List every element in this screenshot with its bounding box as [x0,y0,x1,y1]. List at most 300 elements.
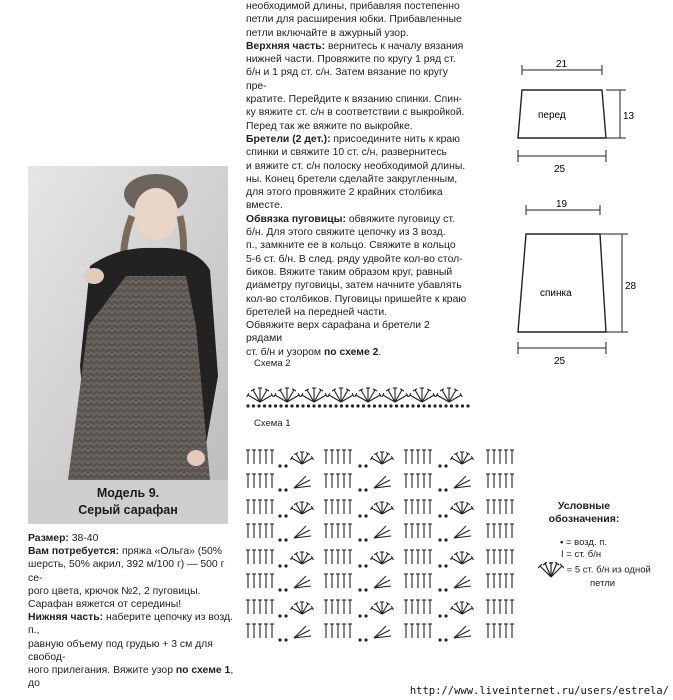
stitch-symbol [246,524,250,538]
stitch-symbol [510,500,514,514]
stitch-symbol [492,600,496,614]
instruction-text: кратите. Перейдите к вязанию спинки. Спин- [246,94,463,106]
chain-dot [252,404,255,407]
instruction-line [246,160,468,173]
need-label: Вам потребуется: [28,546,120,558]
instruction-line [246,266,468,279]
stitch-symbol [324,450,328,464]
chain-dot [444,588,447,591]
stitch-symbol [416,624,420,638]
stitch-symbol [246,500,250,514]
stitch-symbol [510,524,514,538]
chain-dot [284,638,287,641]
front-label: перед [538,110,566,121]
stitch-symbol [416,574,420,588]
legend-item-stitch [561,549,601,560]
instruction-text: 5-6 ст. б/н. В след. ряду удвойте кол-во стол- [246,253,463,265]
instruction-text: бретелей на передней части. [246,306,388,318]
instructions-column [246,0,468,359]
shell-symbol [328,388,354,402]
chain-dot [329,404,332,407]
instruction-line [246,53,468,66]
legend-item-shell [538,562,651,578]
shell-symbol [291,602,314,614]
stitch-symbol [342,524,346,538]
stitch-symbol [342,450,346,464]
stitch-symbol [410,450,414,464]
legend [530,500,670,589]
chain-dot [378,404,381,407]
shell-symbol [355,388,381,402]
instruction-text: ку вяжите ст. с/н в соответствии с выкройкой. [246,107,465,119]
instruction-line [246,213,468,226]
stitch-symbol [330,474,334,488]
chain-dot [364,538,367,541]
instruction-line [246,133,468,146]
shell-symbol [371,452,394,464]
chain-dot [268,404,271,407]
stitch-symbol [258,624,262,638]
stitch-symbol [330,624,334,638]
stitch-symbol [336,524,340,538]
back-bottom-dim: 25 [554,356,566,366]
stitch-symbol [504,574,508,588]
stitch-symbol [492,450,496,464]
chain-dot [438,564,441,567]
chain-dot [395,404,398,407]
shell-symbol-small [294,526,311,538]
stitch-symbol [342,550,346,564]
stitch-symbol [422,600,426,614]
footer-url: http://www.liveinternet.ru/users/estrela/ [409,685,669,697]
legend-shell-text-2: петли [590,578,616,589]
stitch-symbol [510,474,514,488]
chain-dot [428,404,431,407]
stitch-symbol [416,550,420,564]
stitch-symbol [330,550,334,564]
shell-symbol-small [374,476,391,488]
chain-dot [466,404,469,407]
stitch-symbol [404,624,408,638]
schema2-label: Схема 2 [254,358,291,369]
shell-symbol [451,552,474,564]
stitch-symbol [404,524,408,538]
chain-dot [334,404,337,407]
instruction-line [246,319,468,346]
shell-symbol [371,552,394,564]
chain-dot [411,404,414,407]
stitch-symbol [422,524,426,538]
chain-dot [358,514,361,517]
chain-dot [389,404,392,407]
shell-symbol-small [454,476,471,488]
instruction-line [246,279,468,292]
stitch-symbol [422,500,426,514]
shell-symbol [382,388,408,402]
stitch-symbol [324,624,328,638]
instruction-line [246,306,468,319]
stitch-symbol [498,550,502,564]
stitch-symbol [404,550,408,564]
chain-dot [364,464,367,467]
caption-model-title: Серый сарафан [78,503,178,517]
stitch-symbol [404,574,408,588]
chain-dot [406,404,409,407]
shell-symbol [451,452,474,464]
stitch-symbol [324,600,328,614]
stitch-symbol [342,574,346,588]
shell-symbol-small [454,576,471,588]
stitch-symbol [486,550,490,564]
chain-dot [444,488,447,491]
stitch-symbol [510,574,514,588]
instruction-text: для этого провяжите 2 крайних столбика [246,187,443,199]
chain-dot [384,404,387,407]
instruction-line [246,293,468,306]
stitch-symbol [498,624,502,638]
instruction-text: кол-во столбиков. Пуговицы пришейте к краю [246,293,467,305]
chain-dot [444,464,447,467]
legend-stitch-text: = ст. б/н [566,549,602,560]
stitch-symbol [324,524,328,538]
instruction-text: биков. Вяжите таким образом круг, равный [246,266,453,278]
chain-dot [257,404,260,407]
shell-symbol-small [294,576,311,588]
instruction-line [246,173,468,186]
shell-symbol [451,502,474,514]
model-photo [28,166,228,480]
bottom-line-1: равную объему под грудью + 3 см для свобод- [28,638,213,663]
stitch-symbol [410,500,414,514]
photo-caption [28,480,228,524]
stitch-symbol [504,600,508,614]
chain-dot [284,488,287,491]
shell-symbol-small [374,576,391,588]
instruction-text: петли включайте в ажурный узор. [246,27,409,39]
stitch-symbol [504,450,508,464]
stitch-symbol [428,524,432,538]
stitch-symbol [348,500,352,514]
stitch-symbol [342,500,346,514]
instruction-text: спинки и свяжите 10 ст. с/н, развернитесь [246,147,447,159]
stitch-symbol [348,450,352,464]
chain-dot [461,404,464,407]
stitch-symbol [504,624,508,638]
chain-dot [284,564,287,567]
chain-dot [284,464,287,467]
instruction-text: п., замкните ее в кольцо. Свяжите в кольцо [246,240,456,252]
legend-title-line2: обозначения: [548,513,620,525]
instruction-line [246,27,468,40]
instruction-line [246,239,468,252]
stitch-symbol [428,550,432,564]
schema1-label: Схема 1 [254,418,291,429]
instruction-text: нижней части. Провяжите по кругу 1 ряд ст. [246,54,456,66]
chain-dot [318,404,321,407]
stitch-symbol [252,450,256,464]
need-value: пряжа «Ольга» (50% [119,546,223,558]
instruction-line [246,106,468,119]
shell-symbol [301,388,327,402]
shell-symbol [371,602,394,614]
stitch-symbol [492,624,496,638]
need-line-1: шерсть, 50% акрил, 392 м/100 г) — 500 г се- [28,559,225,584]
schema1-diagram [240,438,532,646]
shell-symbol-small [374,626,391,638]
stitch-symbol [324,550,328,564]
stitch-symbol [510,450,514,464]
chain-dot [263,404,266,407]
stitch-symbol [258,600,262,614]
legend-chain-text: = возд. п. [565,537,608,548]
chain-dot [358,564,361,567]
stitch-symbol [492,574,496,588]
chain-dot [278,464,281,467]
stitch-symbol [410,474,414,488]
stitch-symbol [270,524,274,538]
chain-dot [400,404,403,407]
instruction-text: обвяжите пуговицу ст. [345,213,455,225]
legend-item-shell-cont [590,578,615,589]
stitch-symbol [264,550,268,564]
chain-dot [362,404,365,407]
chain-dot [278,638,281,641]
instruction-line [246,186,468,199]
stitch-symbol [410,600,414,614]
stitch-symbol [486,574,490,588]
chain-dot [364,514,367,517]
stitch-symbol [510,600,514,614]
stitch-symbol [252,524,256,538]
stitch-symbol [324,574,328,588]
stitch-symbol [348,550,352,564]
stitch-symbol [324,500,328,514]
chain-dot [358,464,361,467]
stitch-symbol [410,524,414,538]
instruction-heading: Бретели (2 дет.): [246,133,331,145]
chain-dot [278,488,281,491]
chain-dot [351,404,354,407]
stitch-symbol [252,550,256,564]
stitch-symbol [264,600,268,614]
chain-dot [444,514,447,517]
stitch-symbol [336,574,340,588]
stitch-symbol [258,550,262,564]
stitch-symbol [416,600,420,614]
instruction-text: Перед так же вяжите по выкройке. [246,120,413,132]
chain-dot [438,638,441,641]
shell-symbol [291,552,314,564]
schema2-diagram [244,378,474,410]
stitch-symbol [498,574,502,588]
chain-dot [438,514,441,517]
front-top-dim: 21 [556,59,568,70]
instruction-text: присоедините нить к краю [330,133,460,145]
chain-dot [301,404,304,407]
instruction-schema-ref: по схеме 2 [323,346,379,358]
stitch-symbol [264,500,268,514]
chain-dot [422,404,425,407]
shell-symbol [274,388,300,402]
stitch-symbol [404,450,408,464]
shell-symbol [247,388,273,402]
instruction-line [246,120,468,133]
stitch-symbol [428,500,432,514]
back-pattern [518,199,637,366]
stitch-symbol [428,574,432,588]
front-bottom-dim: 25 [554,164,566,175]
stitch-symbol [258,500,262,514]
stitch-symbol [258,574,262,588]
chain-dot [278,614,281,617]
knit-note: Сарафан вяжется от середины! [28,599,182,611]
stitch-symbol [498,500,502,514]
chain-dot [358,538,361,541]
chain-dot [444,638,447,641]
chain-dot [417,404,420,407]
need-line-2: рого цвета, крючок №2, 2 пуговицы. [28,585,201,597]
chain-dot [438,488,441,491]
stitch-symbol [246,574,250,588]
chain-dot [284,514,287,517]
chain-dot [438,614,441,617]
stitch-symbol [510,550,514,564]
bottom-schema-ref: по схеме 1 [175,665,231,677]
stitch-symbol [428,624,432,638]
stitch-symbol [486,524,490,538]
chain-dot [285,404,288,407]
legend-shell-text: = 5 ст. б/н из одной [566,564,651,576]
stitch-symbol [498,450,502,464]
stitch-symbol [486,624,490,638]
shell-symbol-small [374,526,391,538]
instruction-text: вместе. [246,200,283,212]
stitch-symbol [246,624,250,638]
chain-dot [312,404,315,407]
shell-symbol-small [294,626,311,638]
legend-item-chain [560,537,607,548]
stitch-symbol [504,500,508,514]
chain-dot [345,404,348,407]
stitch-symbol [486,500,490,514]
stitch-symbol [258,524,262,538]
chain-dot [284,538,287,541]
stitch-symbol [486,450,490,464]
size-value: 38-40 [68,533,99,544]
stitch-symbol [246,550,250,564]
chain-dot [444,404,447,407]
stitch-symbol [498,524,502,538]
stitch-symbol [270,500,274,514]
stitch-symbol [428,450,432,464]
instruction-tail: . [378,346,382,358]
stitch-symbol [342,624,346,638]
chain-dot [284,588,287,591]
stitch-symbol [264,474,268,488]
stitch-symbol [422,624,426,638]
chain-dot [278,514,281,517]
instruction-text: вернитесь к началу вязания [325,40,464,52]
stitch-symbol [492,524,496,538]
chain-dot [279,404,282,407]
stitch-symbol [336,624,340,638]
stitch-symbol [270,624,274,638]
shell-symbol [291,502,314,514]
stitch-symbol [486,600,490,614]
chain-dot [323,404,326,407]
front-pattern [518,59,635,175]
stitch-symbol [252,474,256,488]
chain-dot [364,564,367,567]
back-side-dim: 28 [625,281,637,292]
stitch-symbol [348,574,352,588]
instruction-line [246,146,468,159]
stitch-symbol [336,500,340,514]
instruction-text: ны. Конец бретели сделайте закругленным, [246,173,458,185]
stitch-symbol [270,550,274,564]
chain-dot [278,588,281,591]
stitch-symbol [498,600,502,614]
stitch-symbol [324,474,328,488]
chain-dot [278,564,281,567]
chain-dot [356,404,359,407]
stitch-symbol [416,500,420,514]
stitch-symbol [510,624,514,638]
shell-symbol [291,452,314,464]
chain-dot [358,638,361,641]
dot-icon: • [560,537,564,548]
materials-text [28,532,240,690]
stitch-symbol [246,474,250,488]
stitch-symbol [270,474,274,488]
stitch-symbol [492,474,496,488]
instruction-text: диаметру пуговицы, затем начните убавлять [246,280,462,292]
stitch-symbol [348,474,352,488]
shell-symbol [371,502,394,514]
chain-dot [433,404,436,407]
legend-title-line1: Условные [557,500,611,512]
stitch-symbol [492,500,496,514]
instruction-heading: Верхняя часть: [246,40,326,52]
instruction-line [246,13,468,26]
stitch-symbol [252,624,256,638]
stitch-symbol [422,550,426,564]
instruction-line [246,253,468,266]
chain-dot [358,488,361,491]
chain-dot [455,404,458,407]
stitch-symbol [246,450,250,464]
stitch-symbol [336,450,340,464]
stitch-symbol [252,574,256,588]
bottom-line-2: ного прилегания. Вяжите узор [28,665,176,677]
instruction-heading: Обвязка пуговицы: [246,213,346,225]
legend-title [530,500,638,526]
chain-dot [278,538,281,541]
chain-dot [284,614,287,617]
instruction-text: Обвяжите верх сарафана и бретели 2 рядами [246,320,430,345]
stitch-symbol [330,524,334,538]
front-side-dim: 13 [623,111,635,122]
instruction-text: ст. б/н и узором [246,346,324,358]
pattern-pieces [508,56,648,366]
shell-symbol-small [294,476,311,488]
chain-dot [438,464,441,467]
stitch-symbol [422,574,426,588]
stitch-symbol [422,474,426,488]
chain-dot [367,404,370,407]
chain-dot [307,404,310,407]
instruction-line [246,199,468,212]
